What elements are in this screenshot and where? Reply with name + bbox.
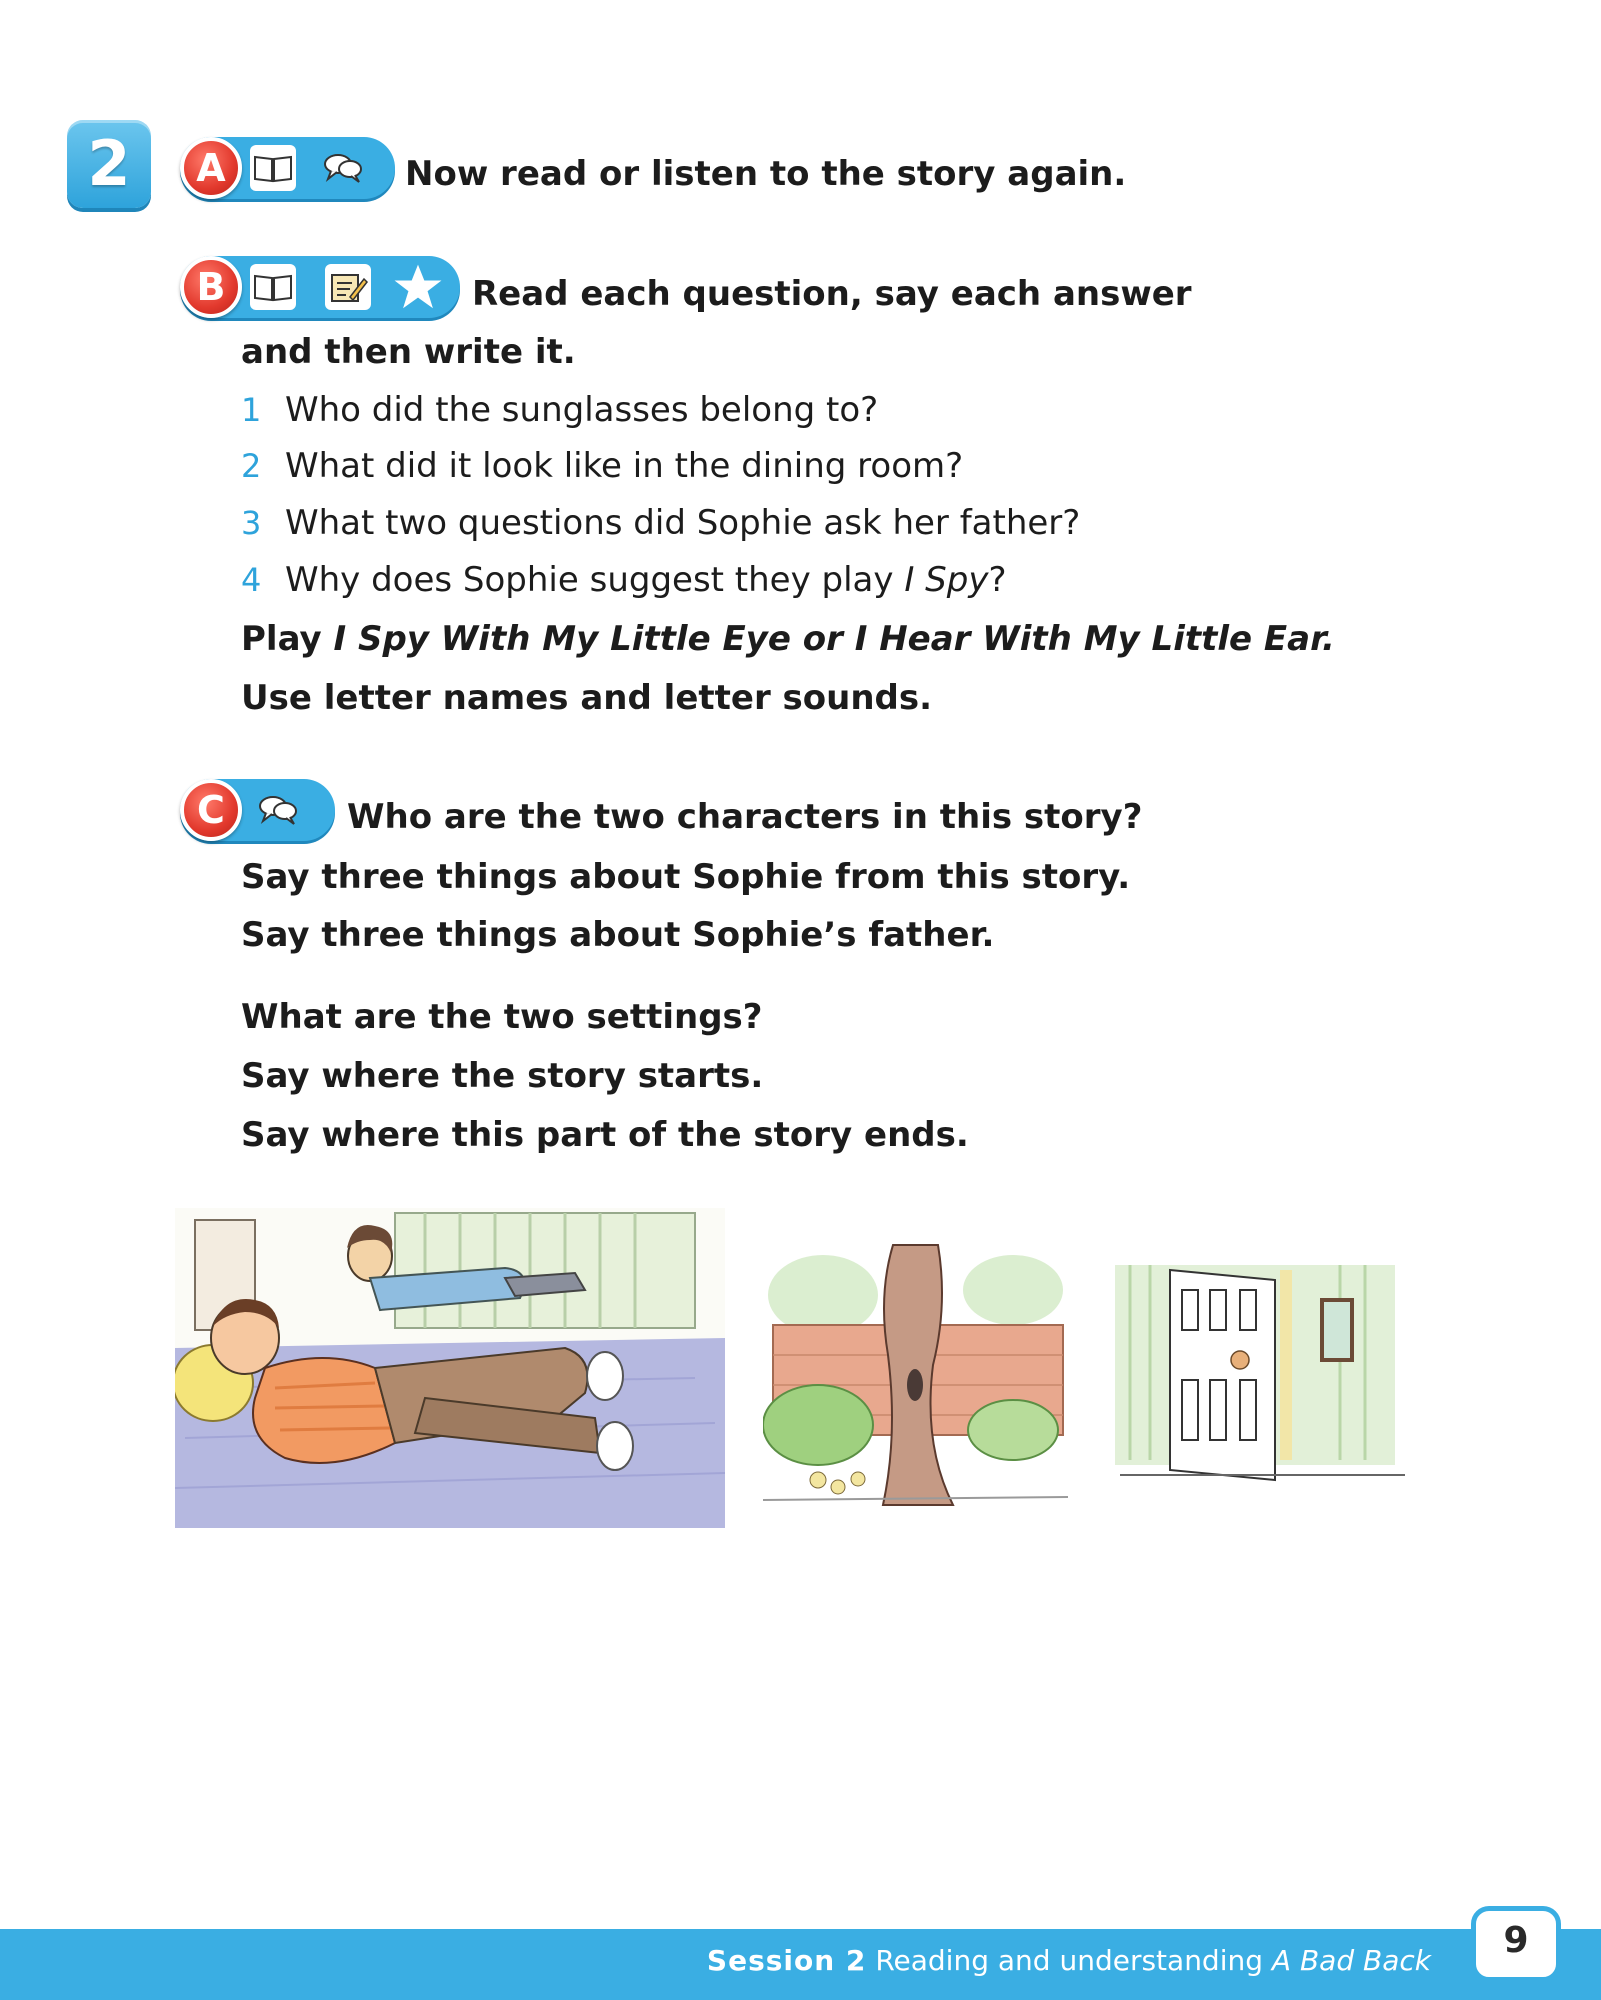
question-text: What two questions did Sophie ask her father? [285,503,1081,543]
letter-names-instruction: Use letter names and letter sounds. [241,678,933,718]
speech-bubbles-icon [320,145,366,191]
question-number: 2 [241,447,262,485]
activity-c-letter: C [180,779,242,841]
footer-subtitle: Reading and understanding [875,1944,1264,1977]
play-instruction [241,617,1335,661]
activity-b-letter: B [180,256,242,318]
book-icon [250,264,296,310]
notepad-pencil-icon [325,264,371,310]
question-text-end: ? [988,560,1007,600]
character-prompt: Say three things about Sophie from this story. [241,857,1131,897]
play-games-italic: I Spy With My Little Eye or I Hear With My Little Ear. [333,619,1335,659]
footer-session: Session 2 [706,1944,867,1977]
activity-b-instruction-line1: Read each question, say each answer [472,274,1192,314]
setting-prompt: What are the two settings? [241,997,763,1037]
question-text-start: Why does Sophie suggest they play [285,560,905,600]
question-number: 3 [241,504,262,542]
speech-bubbles-icon [255,787,301,833]
question-text [285,558,1007,602]
game-title-italic: I Spy [904,560,989,600]
question-text: Who did the sunglasses belong to? [285,390,879,430]
footer-story-title: A Bad Back [1271,1944,1431,1977]
play-label: Play [241,619,334,659]
question-number: 1 [241,391,262,429]
star-icon [393,262,443,312]
footer-caption [707,1929,1431,1993]
question-number: 4 [241,561,262,599]
activity-a-letter: A [180,137,242,199]
activity-b-instruction-line2: and then write it. [241,332,576,372]
character-prompt: Say three things about Sophie’s father. [241,915,995,955]
setting-prompt: Say where this part of the story ends. [241,1115,969,1155]
activity-c-instruction: Who are the two characters in this story? [347,797,1143,837]
father-and-sophie-illustration [175,1208,725,1528]
open-door-illustration [1110,1260,1410,1485]
page-number: 9 [1471,1906,1561,1982]
question-text: What did it look like in the dining room? [285,446,964,486]
book-icon [250,145,296,191]
garden-tree-illustration [763,1235,1068,1515]
activity-a-instruction: Now read or listen to the story again. [405,154,1127,194]
setting-prompt: Say where the story starts. [241,1056,764,1096]
section-number-badge: 2 [67,120,151,208]
